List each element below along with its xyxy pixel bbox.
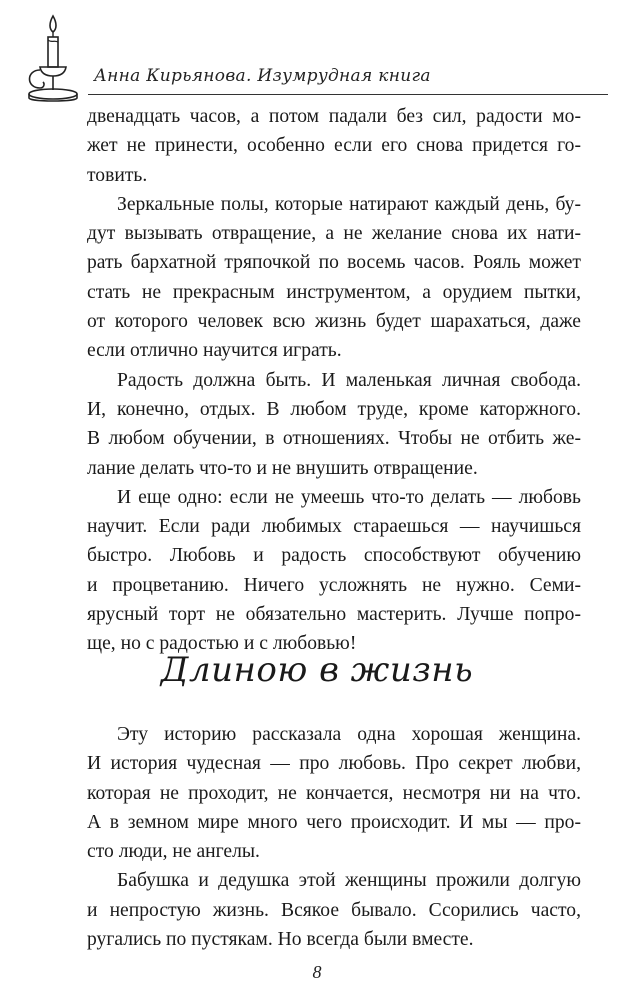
text-line: И еще одно: если не умеешь что-то делать — любовь (117, 486, 581, 508)
text-line: И история чудесная — про любовь. Про секрет любви, (87, 753, 581, 775)
text-line: ще, но с радостью и с любовью! (87, 633, 357, 655)
body-text-section-1 (87, 102, 581, 659)
body-text-section-2 (87, 720, 581, 954)
page-number: 8 (312, 962, 322, 982)
text-line: Эту историю рассказала одна хорошая женщина. (117, 724, 581, 745)
text-line: стать не прекрасным инструментом, а орудием пытки, (87, 281, 581, 303)
text-line: двенадцать часов, а потом падали без сил, радости мо- (87, 106, 581, 127)
candle-icon (18, 10, 88, 110)
text-line: рать бархатной тряпочкой по восемь часов. Рояль может (87, 252, 581, 274)
text-line: которая не проходит, не кончается, несмотря ни на что. (87, 782, 581, 804)
running-head: Анна Кирьянова. Изумрудная книга (94, 66, 431, 86)
text-line: если отлично научится играть. (87, 340, 342, 362)
text-line: дут вызывать отвращение, а не желание снова их нати- (87, 223, 581, 245)
text-line: научит. Если ради любимых стараешься — научишься (87, 516, 581, 538)
text-line: Бабушка и дедушка этой женщины прожили долгую (117, 870, 581, 892)
text-line: Зеркальные полы, которые натирают каждый день, бу- (117, 193, 581, 215)
text-line: от которого человек всю жизнь будет шарахаться, даже (87, 311, 581, 333)
page-header (18, 10, 608, 110)
text-line: И, конечно, отдых. В любом труде, кроме каторжного. (87, 398, 581, 420)
text-line: жет не принести, особенно если его снова придется го- (87, 135, 581, 157)
text-line: лание делать что-то и не внушить отвращение. (87, 457, 478, 479)
text-line: ругались по пустякам. Но всегда были вместе. (87, 929, 474, 951)
text-line: В любом обучении, в отношениях. Чтобы не отбить же- (87, 428, 581, 450)
text-line: сто люди, не ангелы. (87, 841, 260, 863)
header-divider (88, 94, 608, 95)
section-title: Длиною в жизнь (160, 650, 474, 690)
text-line: А в земном мире много чего происходит. И мы — про- (87, 811, 581, 833)
text-line: ярусный торт не обязательно мастерить. Лучше попро- (87, 604, 581, 626)
text-line: товить. (87, 164, 148, 186)
text-line: быстро. Любовь и радость способствуют обучению (87, 545, 581, 567)
text-line: Радость должна быть. И маленькая личная свобода. (117, 369, 581, 391)
text-line: и процветанию. Ничего усложнять не нужно. Семи- (87, 574, 581, 596)
text-line: и непростую жизнь. Всякое бывало. Ссорились часто, (87, 899, 581, 921)
